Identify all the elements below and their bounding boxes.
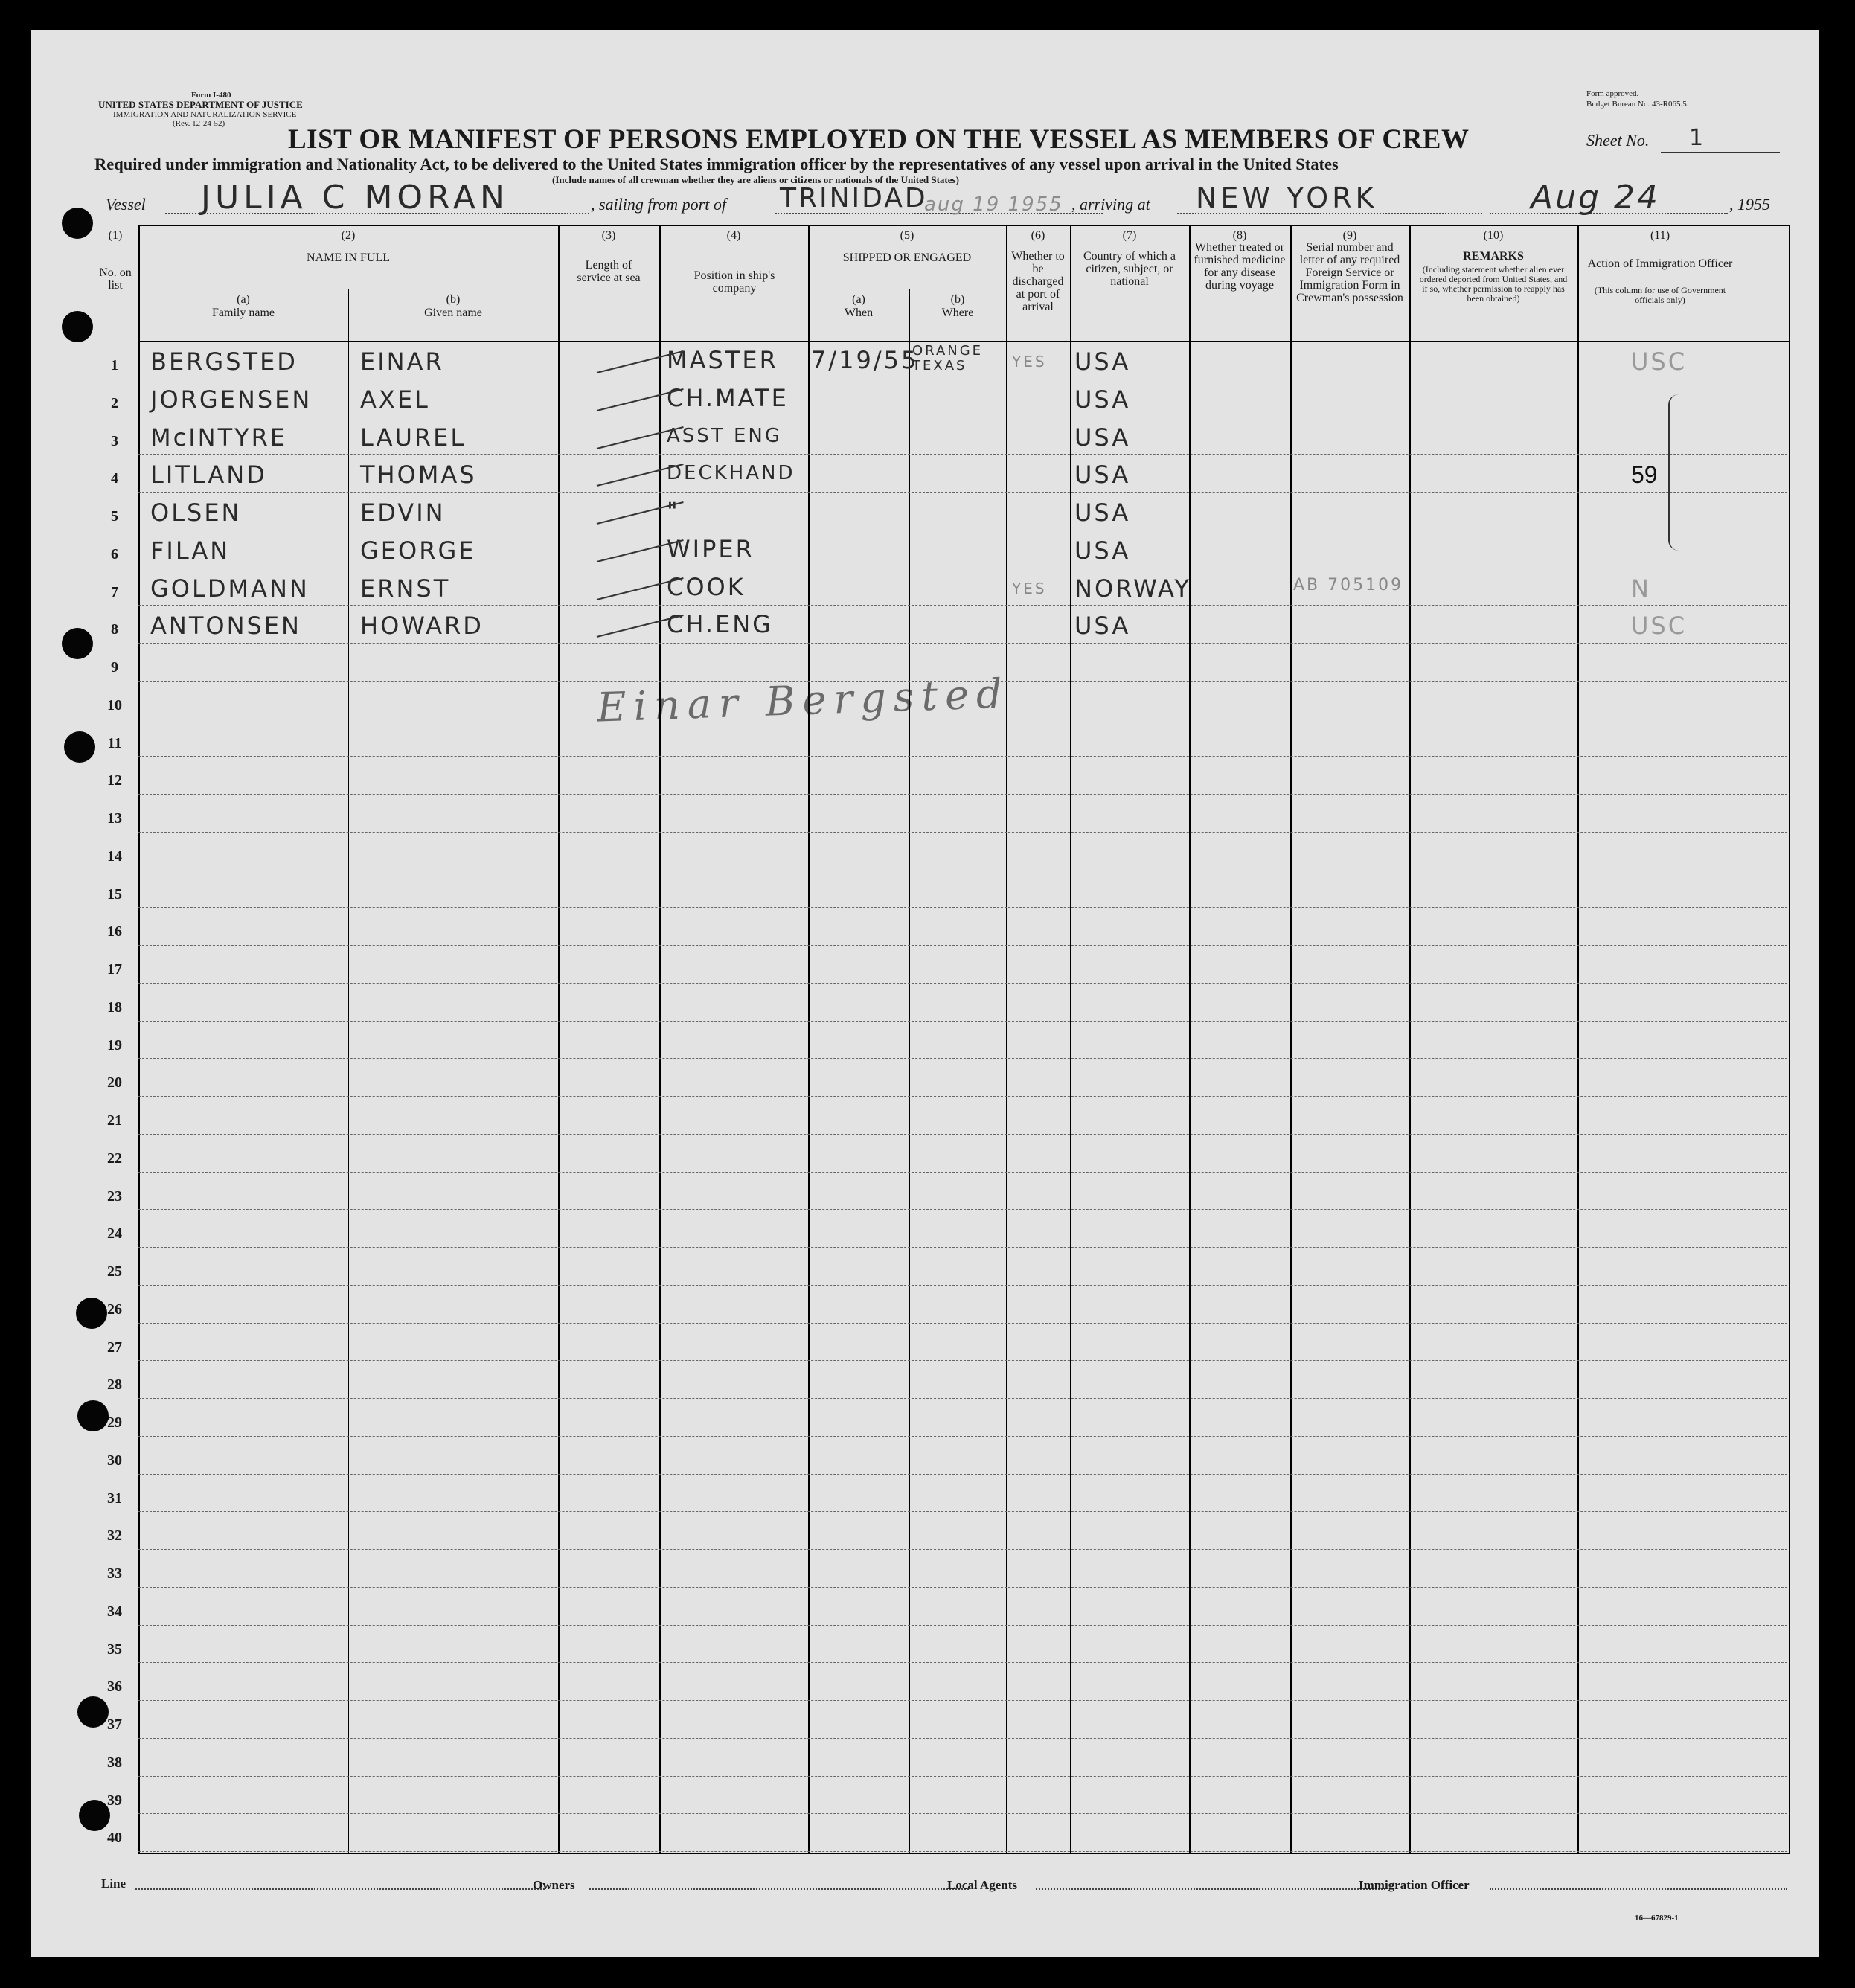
col10-label: REMARKS bbox=[1463, 250, 1524, 263]
serial-cell: AB 705109 bbox=[1293, 575, 1404, 594]
row-rule bbox=[138, 1247, 1787, 1248]
row-number: 33 bbox=[107, 1565, 122, 1582]
row-number: 18 bbox=[107, 998, 122, 1016]
col5b-num: (b) bbox=[950, 293, 965, 306]
sheet-line bbox=[1661, 152, 1780, 153]
row-rule bbox=[138, 1398, 1787, 1399]
column-divider bbox=[1290, 225, 1292, 1853]
binder-hole bbox=[62, 311, 93, 342]
column-divider bbox=[558, 225, 560, 1853]
row-rule bbox=[138, 983, 1787, 984]
vessel-name: JULIA C MORAN bbox=[201, 179, 509, 217]
footer-agents-label: Local Agents bbox=[947, 1878, 1017, 1892]
row-rule bbox=[138, 1511, 1787, 1512]
budget-bureau: Budget Bureau No. 43-R065.5. bbox=[1586, 100, 1689, 109]
row-rule bbox=[138, 832, 1787, 833]
row-rule bbox=[138, 1021, 1787, 1022]
shipped-where-cell: ORANGE TEXAS bbox=[912, 343, 984, 373]
country-cell: USA bbox=[1074, 461, 1131, 490]
arriving-label: , arriving at bbox=[1071, 195, 1150, 214]
country-cell: USA bbox=[1074, 385, 1131, 414]
row-rule bbox=[138, 1209, 1787, 1210]
footer-owners-label: Owners bbox=[533, 1878, 575, 1892]
sailing-port: TRINIDAD bbox=[780, 183, 928, 214]
row-rule bbox=[138, 1474, 1787, 1475]
row-number: 3 bbox=[111, 432, 118, 449]
family-name-cell: OLSEN bbox=[150, 498, 242, 527]
row-rule bbox=[138, 1058, 1787, 1059]
footer-agents-rule bbox=[1036, 1888, 1385, 1890]
row-rule bbox=[138, 1096, 1787, 1097]
form-note: (Include names of all crewman whether they are aliens or citizens or nationals of the United States) bbox=[552, 174, 959, 185]
form-subtitle: Required under immigration and Nationality Act, to be delivered to the United States immigration officer by the representatives of any vessel upon arrival in the United States bbox=[94, 155, 1339, 173]
row-number: 8 bbox=[111, 621, 118, 638]
column-divider bbox=[1006, 225, 1007, 1853]
row-number: 14 bbox=[107, 847, 122, 865]
row-rule bbox=[138, 1738, 1787, 1739]
sailing-label: , sailing from port of bbox=[591, 195, 726, 214]
col2-num: (2) bbox=[341, 229, 356, 242]
row-rule bbox=[138, 756, 1787, 757]
country-cell: USA bbox=[1074, 612, 1131, 641]
row-number: 27 bbox=[107, 1338, 122, 1356]
vessel-label: Vessel bbox=[106, 195, 146, 214]
column-divider bbox=[808, 225, 810, 1853]
col2b-num: (b) bbox=[446, 293, 461, 306]
col3-label: Length of service at sea bbox=[577, 259, 641, 284]
row-rule bbox=[138, 1323, 1787, 1324]
col1-label: No. on list bbox=[99, 266, 132, 292]
row-number: 30 bbox=[107, 1452, 122, 1469]
column-divider bbox=[1409, 225, 1411, 1853]
country-cell: USA bbox=[1074, 498, 1131, 527]
binder-hole bbox=[77, 1696, 109, 1728]
row-number: 6 bbox=[111, 545, 118, 562]
footer-line-label: Line bbox=[101, 1876, 126, 1891]
row-number: 4 bbox=[111, 470, 118, 487]
col4-num: (4) bbox=[726, 229, 741, 242]
position-cell: WIPER bbox=[667, 534, 755, 563]
col2-label: NAME IN FULL bbox=[307, 251, 390, 264]
col10-num: (10) bbox=[1483, 229, 1504, 242]
col6-num: (6) bbox=[1031, 229, 1045, 242]
row-rule bbox=[138, 643, 1787, 644]
arriving-port: NEW YORK bbox=[1196, 182, 1378, 214]
rev-date: (Rev. 12-24-52) bbox=[173, 119, 225, 128]
row-number: 32 bbox=[107, 1527, 122, 1545]
row-rule bbox=[138, 1172, 1787, 1173]
row-rule bbox=[138, 1587, 1787, 1588]
family-name-cell: ANTONSEN bbox=[150, 612, 301, 641]
form-title: LIST OR MANIFEST OF PERSONS EMPLOYED ON THE VESSEL AS MEMBERS OF CREW bbox=[288, 124, 1470, 155]
family-name-cell: McINTYRE bbox=[150, 423, 288, 452]
row-number: 7 bbox=[111, 583, 118, 600]
row-rule bbox=[138, 907, 1787, 908]
position-cell: CH.ENG bbox=[667, 610, 773, 639]
row-number: 28 bbox=[107, 1376, 122, 1394]
row-number: 31 bbox=[107, 1490, 122, 1507]
row-number: 2 bbox=[111, 394, 118, 411]
col7-label: Country of which a citizen, subject, or national bbox=[1083, 250, 1176, 288]
year-label: , 1955 bbox=[1729, 195, 1770, 214]
position-cell: " bbox=[667, 497, 680, 525]
arrival-date: Aug 24 bbox=[1531, 179, 1660, 217]
department: UNITED STATES DEPARTMENT OF JUSTICE bbox=[98, 99, 303, 110]
action-cell: USC bbox=[1631, 347, 1688, 376]
row-number: 11 bbox=[107, 734, 122, 751]
column-divider bbox=[348, 289, 349, 1853]
position-cell: MASTER bbox=[667, 346, 778, 374]
col2a-num: (a) bbox=[237, 293, 250, 306]
given-name-cell: GEORGE bbox=[360, 536, 476, 565]
col1-num: (1) bbox=[108, 229, 123, 242]
col9-label: Serial number and letter of any required Foreign Service or Immigration Form in Crewman's possession bbox=[1296, 241, 1403, 304]
binder-hole bbox=[62, 208, 93, 239]
footer-code: 16—67829-1 bbox=[1635, 1914, 1679, 1923]
row-number: 15 bbox=[107, 885, 122, 902]
row-number: 24 bbox=[107, 1225, 122, 1242]
row-number: 19 bbox=[107, 1036, 122, 1054]
col5b-label: Where bbox=[941, 307, 974, 319]
family-name-cell: FILAN bbox=[150, 536, 231, 565]
col2b-label: Given name bbox=[424, 307, 482, 319]
country-cell: NORWAY bbox=[1074, 574, 1191, 603]
master-signature: Einar Bergsted bbox=[596, 670, 1010, 731]
action-cell: 59 bbox=[1631, 461, 1658, 489]
footer-officer-rule bbox=[1490, 1888, 1787, 1890]
col3-num: (3) bbox=[601, 229, 616, 242]
given-name-cell: EINAR bbox=[360, 347, 444, 376]
row-rule bbox=[138, 945, 1787, 946]
binder-hole bbox=[64, 731, 95, 763]
action-brace bbox=[1668, 394, 1685, 551]
row-rule bbox=[138, 1360, 1787, 1361]
row-rule bbox=[138, 1549, 1787, 1550]
row-number: 22 bbox=[107, 1149, 122, 1167]
given-name-cell: EDVIN bbox=[360, 498, 446, 527]
row-number: 13 bbox=[107, 810, 122, 827]
row-number: 36 bbox=[107, 1678, 122, 1696]
position-cell: ASST ENG bbox=[667, 424, 782, 447]
column-divider bbox=[1070, 225, 1071, 1853]
action-cell: N bbox=[1631, 574, 1651, 603]
given-name-cell: LAUREL bbox=[360, 423, 467, 452]
row-number: 5 bbox=[111, 508, 118, 525]
footer-officer-label: Immigration Officer bbox=[1359, 1878, 1470, 1892]
action-cell: USC bbox=[1631, 612, 1688, 641]
column-divider bbox=[909, 289, 910, 1853]
col11-num: (11) bbox=[1650, 229, 1670, 242]
row-rule bbox=[138, 1851, 1787, 1852]
col8-label: Whether treated or furnished medicine for any disease during voyage bbox=[1194, 241, 1286, 292]
family-name-cell: BERGSTED bbox=[150, 347, 298, 376]
col6-label: Whether to be discharged at port of arrival bbox=[1011, 250, 1065, 313]
given-name-cell: ERNST bbox=[360, 574, 451, 603]
header-divider bbox=[138, 341, 1789, 342]
position-cell: CH.MATE bbox=[667, 383, 789, 412]
footer-line-rule bbox=[135, 1888, 545, 1890]
country-cell: USA bbox=[1074, 347, 1131, 376]
given-name-cell: HOWARD bbox=[360, 612, 484, 641]
form-approved: Form approved. bbox=[1586, 89, 1639, 98]
col5a-num: (a) bbox=[852, 293, 865, 306]
row-rule bbox=[138, 681, 1787, 682]
row-number: 29 bbox=[107, 1414, 122, 1431]
col11-label: Action of Immigration Officer bbox=[1587, 257, 1733, 270]
country-cell: USA bbox=[1074, 536, 1131, 565]
given-name-cell: AXEL bbox=[360, 385, 430, 414]
col5-label: SHIPPED OR ENGAGED bbox=[842, 251, 972, 264]
col7-num: (7) bbox=[1122, 229, 1137, 242]
discharged-cell: YES bbox=[1012, 353, 1047, 371]
row-rule bbox=[138, 1813, 1787, 1814]
form-number: Form I-480 bbox=[191, 91, 231, 100]
column-divider bbox=[1189, 225, 1191, 1853]
row-number: 39 bbox=[107, 1792, 122, 1809]
discharged-cell: YES bbox=[1012, 579, 1047, 597]
position-cell: COOK bbox=[667, 572, 746, 601]
family-name-cell: LITLAND bbox=[150, 461, 267, 490]
row-number: 38 bbox=[107, 1754, 122, 1771]
sheet-number: 1 bbox=[1689, 125, 1706, 151]
binder-hole bbox=[76, 1298, 107, 1329]
sailing-date: aug 19 1955 bbox=[924, 193, 1063, 216]
country-cell: USA bbox=[1074, 423, 1131, 452]
row-rule bbox=[138, 1776, 1787, 1777]
shipped-when-cell: 7/19/55 bbox=[811, 346, 919, 374]
binder-hole bbox=[62, 628, 93, 659]
col2a-label: Family name bbox=[212, 307, 275, 319]
family-name-cell: JORGENSEN bbox=[150, 385, 313, 414]
row-rule bbox=[138, 1625, 1787, 1626]
row-rule bbox=[138, 794, 1787, 795]
row-number: 37 bbox=[107, 1716, 122, 1733]
row-number: 21 bbox=[107, 1112, 122, 1129]
row-number: 35 bbox=[107, 1641, 122, 1658]
row-number: 9 bbox=[111, 659, 118, 676]
position-cell: DECKHAND bbox=[667, 462, 795, 485]
row-rule bbox=[138, 1700, 1787, 1701]
row-rule bbox=[138, 1436, 1787, 1437]
row-number: 25 bbox=[107, 1263, 122, 1280]
footer-owners-rule bbox=[589, 1888, 969, 1890]
binder-hole bbox=[77, 1400, 109, 1431]
row-number: 20 bbox=[107, 1074, 122, 1091]
col4-label: Position in ship's company bbox=[693, 269, 775, 295]
row-number: 10 bbox=[107, 696, 122, 714]
row-number: 23 bbox=[107, 1187, 122, 1205]
row-number: 40 bbox=[107, 1830, 122, 1847]
binder-hole bbox=[79, 1800, 110, 1831]
service: IMMIGRATION AND NATURALIZATION SERVICE bbox=[113, 110, 297, 119]
family-name-cell: GOLDMANN bbox=[150, 574, 310, 603]
col8-num: (8) bbox=[1232, 229, 1247, 242]
row-number: 34 bbox=[107, 1603, 122, 1620]
row-number: 17 bbox=[107, 961, 122, 978]
row-rule bbox=[138, 454, 1787, 455]
col5a-label: When bbox=[844, 307, 874, 319]
col5-num: (5) bbox=[900, 229, 914, 242]
sheet-label: Sheet No. bbox=[1586, 131, 1650, 150]
row-number: 26 bbox=[107, 1301, 122, 1318]
row-rule bbox=[138, 605, 1787, 606]
manifest-sheet bbox=[31, 30, 1819, 1957]
col9-num: (9) bbox=[1342, 229, 1357, 242]
given-name-cell: THOMAS bbox=[360, 461, 477, 490]
column-divider bbox=[1577, 225, 1579, 1853]
row-rule bbox=[138, 1134, 1787, 1135]
col11-note: (This column for use of Government officials only) bbox=[1594, 285, 1726, 305]
row-number: 1 bbox=[111, 357, 118, 373]
col10-note: (Including statement whether alien ever ordered deported from United States, and if so, whether permission to reapply has been obtained) bbox=[1419, 264, 1568, 304]
row-number: 16 bbox=[107, 923, 122, 940]
row-rule bbox=[138, 492, 1787, 493]
row-rule bbox=[138, 1662, 1787, 1663]
row-number: 12 bbox=[107, 772, 122, 789]
row-rule bbox=[138, 1285, 1787, 1286]
